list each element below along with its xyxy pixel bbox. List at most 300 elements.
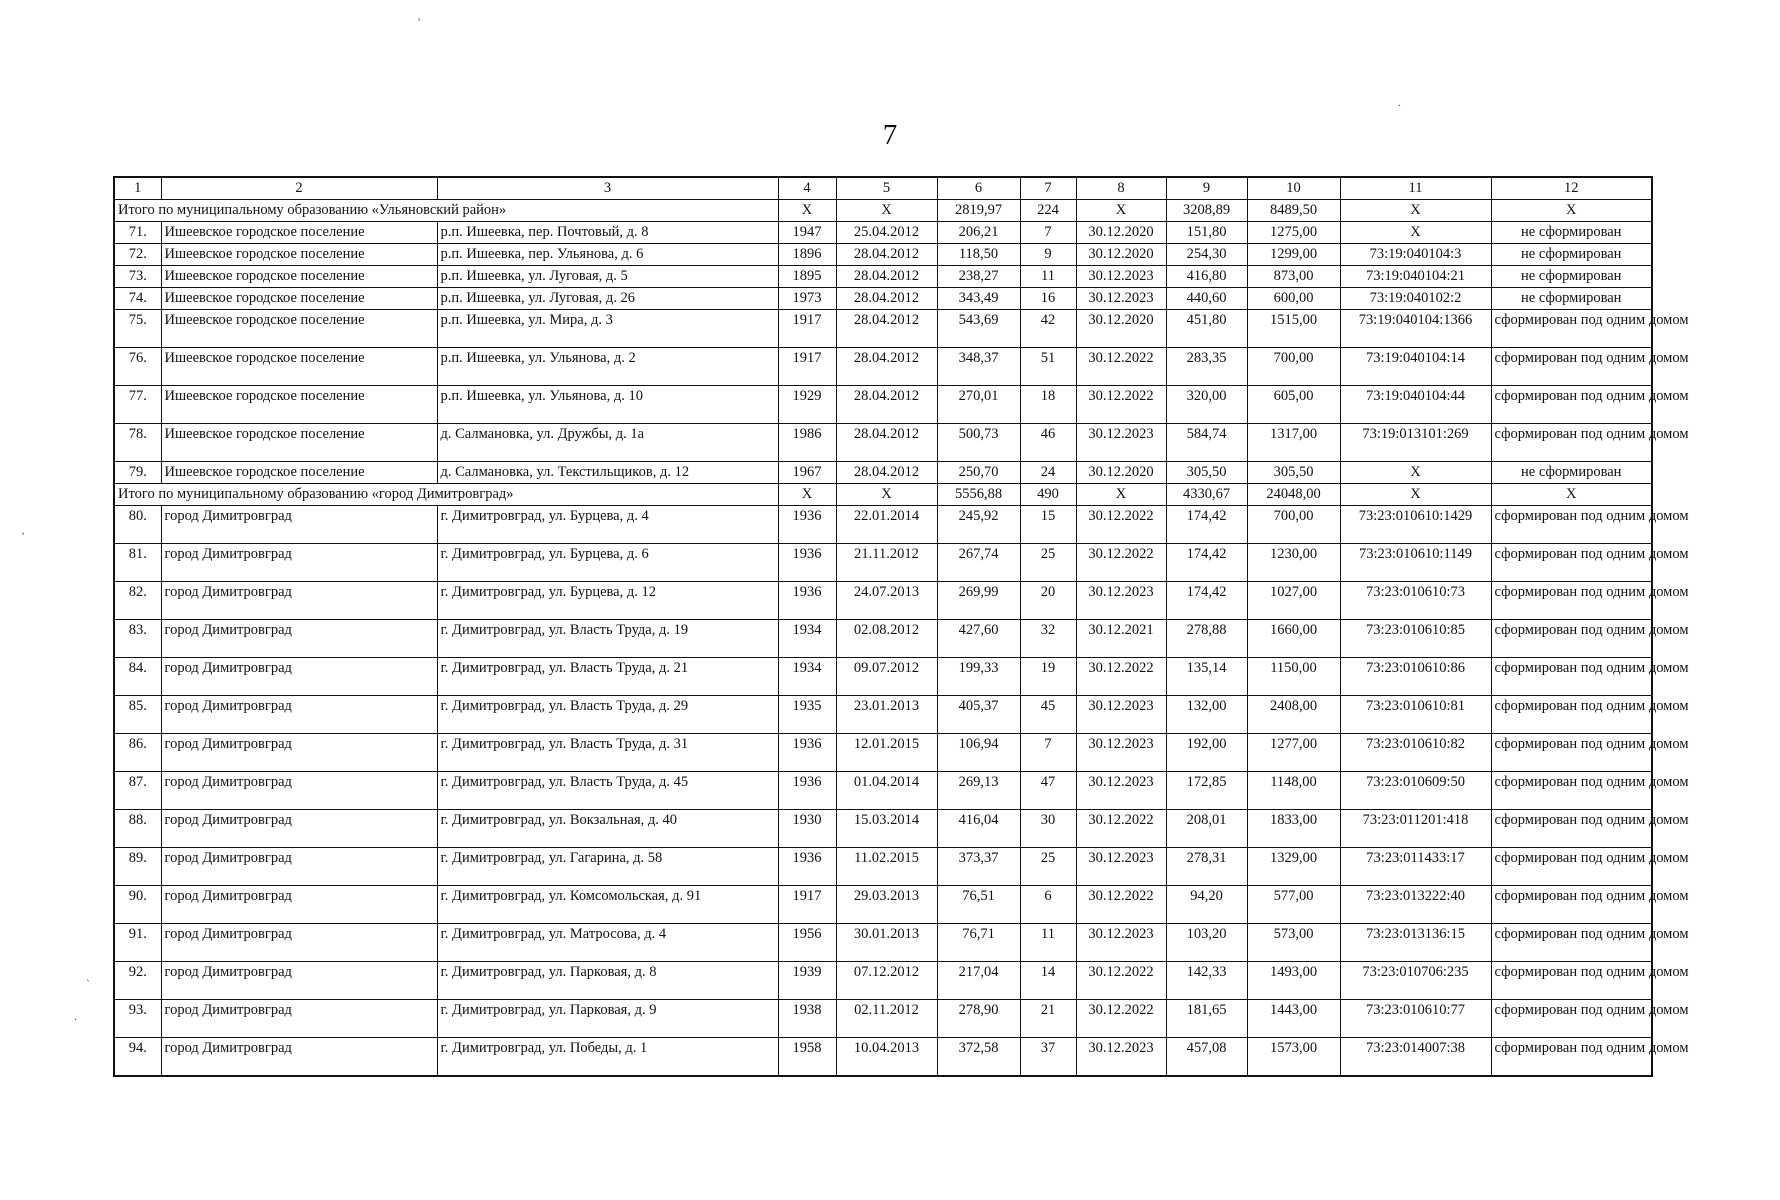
build-year: 1917: [778, 310, 836, 348]
table-row: [114, 620, 1652, 658]
municipality: город Димитровград: [161, 1000, 437, 1038]
subtotal-build-year: X: [778, 200, 836, 222]
land-area: 1277,00: [1247, 734, 1340, 772]
area: 106,94: [937, 734, 1020, 772]
address: г. Димитровград, ул. Комсомольская, д. 91: [437, 886, 778, 924]
build-year: 1936: [778, 506, 836, 544]
land-status: сформирован под одним домом: [1491, 424, 1652, 462]
row-number: 88.: [114, 810, 161, 848]
subtotal-land-area: 8489,50: [1247, 200, 1340, 222]
land-area: 1317,00: [1247, 424, 1340, 462]
living-area: 440,60: [1166, 288, 1247, 310]
table-row: [114, 658, 1652, 696]
living-area: 174,42: [1166, 506, 1247, 544]
cadastral-number: 73:19:040104:1366: [1340, 310, 1491, 348]
land-area: 1275,00: [1247, 222, 1340, 244]
row-number: 91.: [114, 924, 161, 962]
cadastral-number: X: [1340, 462, 1491, 484]
land-status: не сформирован: [1491, 288, 1652, 310]
address: г. Димитровград, ул. Власть Труда, д. 45: [437, 772, 778, 810]
living-area: 174,42: [1166, 544, 1247, 582]
column-number: 11: [1340, 177, 1491, 200]
deadline: 30.12.2022: [1076, 658, 1166, 696]
build-year: 1930: [778, 810, 836, 848]
land-area: 1150,00: [1247, 658, 1340, 696]
row-number: 77.: [114, 386, 161, 424]
area: 500,73: [937, 424, 1020, 462]
scan-speck: .: [74, 1009, 77, 1023]
cadastral-number: 73:23:011201:418: [1340, 810, 1491, 848]
land-area: 700,00: [1247, 506, 1340, 544]
area: 118,50: [937, 244, 1020, 266]
residents: 11: [1020, 266, 1076, 288]
area: 416,04: [937, 810, 1020, 848]
row-number: 85.: [114, 696, 161, 734]
residents: 21: [1020, 1000, 1076, 1038]
build-year: 1973: [778, 288, 836, 310]
area: 250,70: [937, 462, 1020, 484]
decision-date: 21.11.2012: [836, 544, 937, 582]
cadastral-number: 73:23:014007:38: [1340, 1038, 1491, 1077]
row-number: 79.: [114, 462, 161, 484]
cadastral-number: 73:19:040104:14: [1340, 348, 1491, 386]
land-status: сформирован под одним домом: [1491, 696, 1652, 734]
build-year: 1935: [778, 696, 836, 734]
cadastral-number: 73:23:011433:17: [1340, 848, 1491, 886]
land-status: сформирован под одним домом: [1491, 1038, 1652, 1077]
subtotal-label: Итого по муниципальному образованию «город Димитровград»: [114, 484, 778, 506]
subtotal-row: [114, 200, 1652, 222]
row-number: 92.: [114, 962, 161, 1000]
deadline: 30.12.2023: [1076, 1038, 1166, 1077]
subtotal-land-area: 24048,00: [1247, 484, 1340, 506]
address: г. Димитровград, ул. Матросова, д. 4: [437, 924, 778, 962]
land-area: 577,00: [1247, 886, 1340, 924]
scan-speck: ': [22, 529, 25, 543]
deadline: 30.12.2023: [1076, 734, 1166, 772]
address: г. Димитровград, ул. Парковая, д. 9: [437, 1000, 778, 1038]
build-year: 1917: [778, 348, 836, 386]
build-year: 1936: [778, 582, 836, 620]
address: г. Димитровград, ул. Гагарина, д. 58: [437, 848, 778, 886]
land-status: сформирован под одним домом: [1491, 582, 1652, 620]
municipality: Ишеевское городское поселение: [161, 424, 437, 462]
residents: 51: [1020, 348, 1076, 386]
municipality: город Димитровград: [161, 658, 437, 696]
residents: 42: [1020, 310, 1076, 348]
column-number: 4: [778, 177, 836, 200]
area: 270,01: [937, 386, 1020, 424]
living-area: 278,31: [1166, 848, 1247, 886]
municipality: Ишеевское городское поселение: [161, 462, 437, 484]
decision-date: 02.11.2012: [836, 1000, 937, 1038]
municipality: Ишеевское городское поселение: [161, 288, 437, 310]
column-number: 7: [1020, 177, 1076, 200]
build-year: 1967: [778, 462, 836, 484]
cadastral-number: 73:19:040104:3: [1340, 244, 1491, 266]
deadline: 30.12.2021: [1076, 620, 1166, 658]
land-status: не сформирован: [1491, 244, 1652, 266]
subtotal-cadastral-number: X: [1340, 200, 1491, 222]
address: р.п. Ишеевка, пер. Почтовый, д. 8: [437, 222, 778, 244]
land-status: сформирован под одним домом: [1491, 544, 1652, 582]
table-row: [114, 848, 1652, 886]
land-area: 1230,00: [1247, 544, 1340, 582]
decision-date: 09.07.2012: [836, 658, 937, 696]
address: р.п. Ишеевка, ул. Ульянова, д. 10: [437, 386, 778, 424]
housing-registry-table: [113, 176, 1689, 1077]
residents: 9: [1020, 244, 1076, 266]
subtotal-land-status: X: [1491, 200, 1652, 222]
municipality: город Димитровград: [161, 810, 437, 848]
build-year: 1934: [778, 658, 836, 696]
land-status: сформирован под одним домом: [1491, 848, 1652, 886]
land-area: 305,50: [1247, 462, 1340, 484]
area: 543,69: [937, 310, 1020, 348]
deadline: 30.12.2023: [1076, 582, 1166, 620]
area: 372,58: [937, 1038, 1020, 1077]
living-area: 181,65: [1166, 1000, 1247, 1038]
living-area: 320,00: [1166, 386, 1247, 424]
residents: 24: [1020, 462, 1076, 484]
row-number: 80.: [114, 506, 161, 544]
table-row: [114, 310, 1652, 348]
residents: 45: [1020, 696, 1076, 734]
subtotal-row: [114, 484, 1652, 506]
subtotal-living-area: 4330,67: [1166, 484, 1247, 506]
living-area: 208,01: [1166, 810, 1247, 848]
build-year: 1986: [778, 424, 836, 462]
area: 238,27: [937, 266, 1020, 288]
build-year: 1936: [778, 772, 836, 810]
column-number: 3: [437, 177, 778, 200]
municipality: Ишеевское городское поселение: [161, 310, 437, 348]
deadline: 30.12.2022: [1076, 506, 1166, 544]
deadline: 30.12.2022: [1076, 386, 1166, 424]
build-year: 1938: [778, 1000, 836, 1038]
cadastral-number: X: [1340, 222, 1491, 244]
build-year: 1929: [778, 386, 836, 424]
living-area: 132,00: [1166, 696, 1247, 734]
decision-date: 07.12.2012: [836, 962, 937, 1000]
address: г. Димитровград, ул. Власть Труда, д. 19: [437, 620, 778, 658]
page-number: 7: [882, 119, 898, 151]
living-area: 142,33: [1166, 962, 1247, 1000]
land-status: сформирован под одним домом: [1491, 962, 1652, 1000]
residents: 18: [1020, 386, 1076, 424]
row-number: 87.: [114, 772, 161, 810]
area: 76,51: [937, 886, 1020, 924]
municipality: город Димитровград: [161, 772, 437, 810]
residents: 16: [1020, 288, 1076, 310]
area: 269,99: [937, 582, 1020, 620]
land-area: 573,00: [1247, 924, 1340, 962]
build-year: 1936: [778, 734, 836, 772]
area: 199,33: [937, 658, 1020, 696]
table-row: [114, 1000, 1652, 1038]
cadastral-number: 73:23:013222:40: [1340, 886, 1491, 924]
subtotal-area: 2819,97: [937, 200, 1020, 222]
area: 278,90: [937, 1000, 1020, 1038]
land-area: 1148,00: [1247, 772, 1340, 810]
decision-date: 15.03.2014: [836, 810, 937, 848]
residents: 6: [1020, 886, 1076, 924]
address: г. Димитровград, ул. Власть Труда, д. 29: [437, 696, 778, 734]
municipality: город Димитровград: [161, 886, 437, 924]
row-number: 86.: [114, 734, 161, 772]
land-area: 1515,00: [1247, 310, 1340, 348]
deadline: 30.12.2023: [1076, 696, 1166, 734]
land-area: 1573,00: [1247, 1038, 1340, 1077]
address: г. Димитровград, ул. Бурцева, д. 4: [437, 506, 778, 544]
decision-date: 28.04.2012: [836, 266, 937, 288]
table-row: [114, 962, 1652, 1000]
cadastral-number: 73:23:010610:73: [1340, 582, 1491, 620]
land-area: 873,00: [1247, 266, 1340, 288]
land-status: не сформирован: [1491, 462, 1652, 484]
land-status: сформирован под одним домом: [1491, 506, 1652, 544]
cadastral-number: 73:23:010610:81: [1340, 696, 1491, 734]
living-area: 416,80: [1166, 266, 1247, 288]
row-number: 81.: [114, 544, 161, 582]
cadastral-number: 73:23:010610:77: [1340, 1000, 1491, 1038]
column-number: 1: [114, 177, 161, 200]
table-row: [114, 244, 1652, 266]
municipality: Ишеевское городское поселение: [161, 386, 437, 424]
residents: 47: [1020, 772, 1076, 810]
decision-date: 28.04.2012: [836, 424, 937, 462]
deadline: 30.12.2020: [1076, 310, 1166, 348]
scan-speck: .: [1398, 95, 1401, 109]
land-status: сформирован под одним домом: [1491, 772, 1652, 810]
area: 217,04: [937, 962, 1020, 1000]
scan-speck: ': [418, 15, 421, 29]
cadastral-number: 73:19:040104:21: [1340, 266, 1491, 288]
build-year: 1956: [778, 924, 836, 962]
address: г. Димитровград, ул. Бурцева, д. 12: [437, 582, 778, 620]
municipality: город Димитровград: [161, 620, 437, 658]
deadline: 30.12.2020: [1076, 222, 1166, 244]
deadline: 30.12.2022: [1076, 1000, 1166, 1038]
deadline: 30.12.2023: [1076, 924, 1166, 962]
land-status: сформирован под одним домом: [1491, 810, 1652, 848]
cadastral-number: 73:19:013101:269: [1340, 424, 1491, 462]
cadastral-number: 73:19:040102:2: [1340, 288, 1491, 310]
deadline: 30.12.2022: [1076, 544, 1166, 582]
area: 427,60: [937, 620, 1020, 658]
residents: 37: [1020, 1038, 1076, 1077]
municipality: Ишеевское городское поселение: [161, 222, 437, 244]
row-number: 73.: [114, 266, 161, 288]
area: 405,37: [937, 696, 1020, 734]
subtotal-living-area: 3208,89: [1166, 200, 1247, 222]
address: г. Димитровград, ул. Власть Труда, д. 31: [437, 734, 778, 772]
area: 348,37: [937, 348, 1020, 386]
deadline: 30.12.2022: [1076, 348, 1166, 386]
table-row: [114, 424, 1652, 462]
column-number: 12: [1491, 177, 1652, 200]
scan-speck: `: [86, 977, 90, 991]
cadastral-number: 73:23:010706:235: [1340, 962, 1491, 1000]
row-number: 82.: [114, 582, 161, 620]
municipality: город Димитровград: [161, 506, 437, 544]
area: 373,37: [937, 848, 1020, 886]
table-row: [114, 348, 1652, 386]
deadline: 30.12.2023: [1076, 424, 1166, 462]
row-number: 84.: [114, 658, 161, 696]
land-area: 600,00: [1247, 288, 1340, 310]
address: г. Димитровград, ул. Победы, д. 1: [437, 1038, 778, 1077]
land-area: 1833,00: [1247, 810, 1340, 848]
deadline: 30.12.2022: [1076, 962, 1166, 1000]
municipality: Ишеевское городское поселение: [161, 244, 437, 266]
living-area: 451,80: [1166, 310, 1247, 348]
living-area: 94,20: [1166, 886, 1247, 924]
address: г. Димитровград, ул. Власть Труда, д. 21: [437, 658, 778, 696]
residents: 11: [1020, 924, 1076, 962]
land-area: 605,00: [1247, 386, 1340, 424]
table-row: [114, 462, 1652, 484]
deadline: 30.12.2022: [1076, 886, 1166, 924]
build-year: 1947: [778, 222, 836, 244]
decision-date: 24.07.2013: [836, 582, 937, 620]
land-status: сформирован под одним домом: [1491, 1000, 1652, 1038]
row-number: 78.: [114, 424, 161, 462]
decision-date: 10.04.2013: [836, 1038, 937, 1077]
area: 245,92: [937, 506, 1020, 544]
decision-date: 12.01.2015: [836, 734, 937, 772]
subtotal-label: Итого по муниципальному образованию «Ульяновский район»: [114, 200, 778, 222]
cadastral-number: 73:23:010610:86: [1340, 658, 1491, 696]
row-number: 94.: [114, 1038, 161, 1077]
address: р.п. Ишеевка, ул. Луговая, д. 5: [437, 266, 778, 288]
living-area: 192,00: [1166, 734, 1247, 772]
table-row: [114, 386, 1652, 424]
subtotal-deadline: X: [1076, 484, 1166, 506]
build-year: 1936: [778, 848, 836, 886]
land-area: 1299,00: [1247, 244, 1340, 266]
build-year: 1939: [778, 962, 836, 1000]
decision-date: 11.02.2015: [836, 848, 937, 886]
column-number: 6: [937, 177, 1020, 200]
address: р.п. Ишеевка, ул. Мира, д. 3: [437, 310, 778, 348]
municipality: Ишеевское городское поселение: [161, 348, 437, 386]
table-row: [114, 696, 1652, 734]
subtotal-deadline: X: [1076, 200, 1166, 222]
table-row: [114, 582, 1652, 620]
subtotal-decision-date: X: [836, 200, 937, 222]
area: 269,13: [937, 772, 1020, 810]
cadastral-number: 73:23:010609:50: [1340, 772, 1491, 810]
table-row: [114, 1038, 1652, 1077]
land-area: 2408,00: [1247, 696, 1340, 734]
row-number: 89.: [114, 848, 161, 886]
table-row: [114, 924, 1652, 962]
municipality: город Димитровград: [161, 544, 437, 582]
area: 343,49: [937, 288, 1020, 310]
decision-date: 28.04.2012: [836, 386, 937, 424]
area: 76,71: [937, 924, 1020, 962]
subtotal-area: 5556,88: [937, 484, 1020, 506]
living-area: 305,50: [1166, 462, 1247, 484]
decision-date: 23.01.2013: [836, 696, 937, 734]
address: р.п. Ишеевка, ул. Луговая, д. 26: [437, 288, 778, 310]
registry-body: [114, 177, 1689, 1076]
residents: 7: [1020, 734, 1076, 772]
living-area: 283,35: [1166, 348, 1247, 386]
land-status: сформирован под одним домом: [1491, 658, 1652, 696]
address: г. Димитровград, ул. Бурцева, д. 6: [437, 544, 778, 582]
row-number: 76.: [114, 348, 161, 386]
table-row: [114, 288, 1652, 310]
residents: 14: [1020, 962, 1076, 1000]
row-number: 83.: [114, 620, 161, 658]
deadline: 30.12.2023: [1076, 266, 1166, 288]
living-area: 254,30: [1166, 244, 1247, 266]
table-row: [114, 886, 1652, 924]
municipality: город Димитровград: [161, 962, 437, 1000]
deadline: 30.12.2020: [1076, 244, 1166, 266]
cadastral-number: 73:19:040104:44: [1340, 386, 1491, 424]
address: г. Димитровград, ул. Вокзальная, д. 40: [437, 810, 778, 848]
subtotal-residents: 490: [1020, 484, 1076, 506]
table-row: [114, 222, 1652, 244]
decision-date: 28.04.2012: [836, 462, 937, 484]
municipality: город Димитровград: [161, 696, 437, 734]
subtotal-build-year: X: [778, 484, 836, 506]
address: г. Димитровград, ул. Парковая, д. 8: [437, 962, 778, 1000]
subtotal-cadastral-number: X: [1340, 484, 1491, 506]
deadline: 30.12.2023: [1076, 772, 1166, 810]
column-numbers-row: [114, 177, 1652, 200]
decision-date: 22.01.2014: [836, 506, 937, 544]
residents: 30: [1020, 810, 1076, 848]
land-status: сформирован под одним домом: [1491, 886, 1652, 924]
living-area: 135,14: [1166, 658, 1247, 696]
column-number: 5: [836, 177, 937, 200]
cadastral-number: 73:23:010610:82: [1340, 734, 1491, 772]
land-area: 1027,00: [1247, 582, 1340, 620]
decision-date: 29.03.2013: [836, 886, 937, 924]
area: 267,74: [937, 544, 1020, 582]
residents: 15: [1020, 506, 1076, 544]
living-area: 151,80: [1166, 222, 1247, 244]
build-year: 1917: [778, 886, 836, 924]
land-status: сформирован под одним домом: [1491, 310, 1652, 348]
decision-date: 28.04.2012: [836, 310, 937, 348]
table-row: [114, 772, 1652, 810]
municipality: город Димитровград: [161, 848, 437, 886]
living-area: 584,74: [1166, 424, 1247, 462]
municipality: Ишеевское городское поселение: [161, 266, 437, 288]
municipality: город Димитровград: [161, 582, 437, 620]
land-status: не сформирован: [1491, 266, 1652, 288]
land-status: сформирован под одним домом: [1491, 734, 1652, 772]
municipality: город Димитровград: [161, 734, 437, 772]
address: р.п. Ишеевка, ул. Ульянова, д. 2: [437, 348, 778, 386]
deadline: 30.12.2023: [1076, 288, 1166, 310]
land-status: сформирован под одним домом: [1491, 620, 1652, 658]
row-number: 90.: [114, 886, 161, 924]
build-year: 1895: [778, 266, 836, 288]
land-area: 700,00: [1247, 348, 1340, 386]
residents: 7: [1020, 222, 1076, 244]
residents: 19: [1020, 658, 1076, 696]
decision-date: 02.08.2012: [836, 620, 937, 658]
row-number: 71.: [114, 222, 161, 244]
land-status: не сформирован: [1491, 222, 1652, 244]
build-year: 1934: [778, 620, 836, 658]
